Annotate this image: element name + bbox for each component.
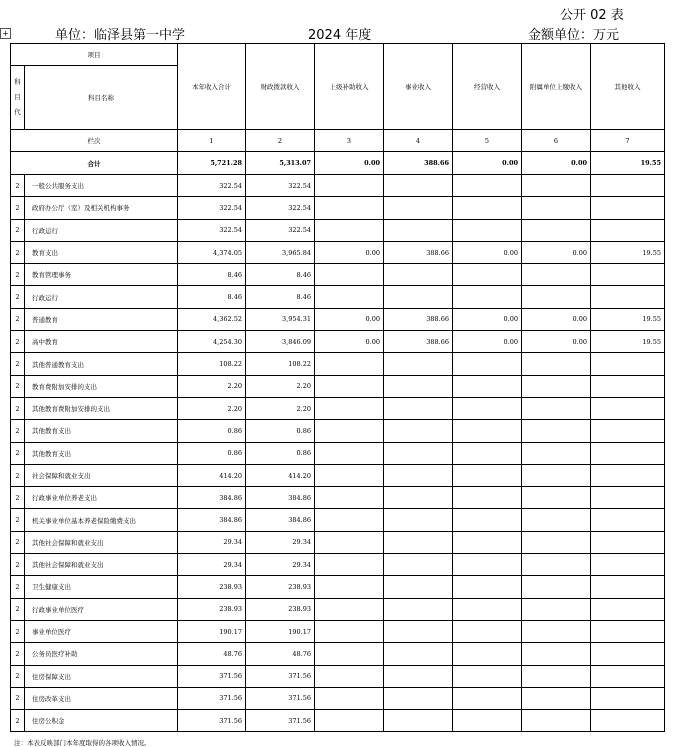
amount-cell <box>591 175 665 197</box>
subject-name: 普通教育 <box>25 308 178 330</box>
amount-cell <box>453 710 522 732</box>
amount-cell: 0.00 <box>453 308 522 330</box>
amount-cell <box>384 531 453 553</box>
amount-cell: 0.00 <box>522 331 591 353</box>
amount-cell <box>591 643 665 665</box>
table-row <box>11 286 665 308</box>
amount-cell: 388.66 <box>384 241 453 263</box>
subject-name: 行政运行 <box>25 219 178 241</box>
column-number: 2 <box>246 130 315 152</box>
amount-cell: 238.93 <box>246 598 315 620</box>
amount-cell: 238.93 <box>178 576 246 598</box>
amount-cell: 190.17 <box>178 620 246 642</box>
subject-name: 事业单位医疗 <box>25 620 178 642</box>
amount-cell: 4,254.30 <box>178 331 246 353</box>
amount-cell <box>591 598 665 620</box>
table-row <box>11 397 665 419</box>
amount-cell: 2.20 <box>178 397 246 419</box>
subject-code: 2 <box>11 197 25 219</box>
amount-cell <box>522 353 591 375</box>
amount-cell <box>384 509 453 531</box>
amount-cell <box>315 442 384 464</box>
subject-code: 2 <box>11 687 25 709</box>
amount-cell <box>591 665 665 687</box>
amount-cell: 414.20 <box>246 464 315 486</box>
table-row <box>11 420 665 442</box>
amount-cell <box>522 487 591 509</box>
subject-name: 其他教育费附加安排的支出 <box>25 397 178 419</box>
total-row <box>11 152 665 175</box>
amount-cell: 8.46 <box>178 264 246 286</box>
total-value: 0.00 <box>315 152 384 175</box>
table-row <box>11 643 665 665</box>
subject-code: 2 <box>11 576 25 598</box>
amount-unit: 金额单位：万元 <box>528 28 620 43</box>
amount-cell <box>384 710 453 732</box>
amount-cell <box>315 710 384 732</box>
amount-cell: 29.34 <box>178 531 246 553</box>
amount-cell: 322.54 <box>246 175 315 197</box>
amount-cell <box>591 353 665 375</box>
amount-cell <box>315 598 384 620</box>
amount-cell <box>384 643 453 665</box>
amount-cell: 4,362.52 <box>178 308 246 330</box>
table-row <box>11 665 665 687</box>
amount-cell: 0.86 <box>178 442 246 464</box>
amount-cell <box>315 464 384 486</box>
table-row <box>11 554 665 576</box>
amount-cell <box>591 397 665 419</box>
amount-cell <box>522 554 591 576</box>
subject-code: 2 <box>11 353 25 375</box>
amount-cell <box>591 420 665 442</box>
amount-cell <box>453 554 522 576</box>
amount-cell <box>591 554 665 576</box>
column-header: 事业收入 <box>384 44 453 130</box>
amount-cell <box>453 219 522 241</box>
amount-cell: 388.66 <box>384 331 453 353</box>
column-header: 其他收入 <box>591 44 665 130</box>
amount-cell <box>453 487 522 509</box>
subject-name: 社会保障和就业支出 <box>25 464 178 486</box>
amount-cell <box>384 219 453 241</box>
amount-cell <box>522 665 591 687</box>
amount-cell <box>522 420 591 442</box>
subject-name: 卫生健康支出 <box>25 576 178 598</box>
total-value: 19.55 <box>591 152 665 175</box>
subject-code: 2 <box>11 331 25 353</box>
subject-name: 机关事业单位基本养老保险缴费支出 <box>25 509 178 531</box>
amount-cell: 384.86 <box>246 509 315 531</box>
amount-cell: 19.55 <box>591 331 665 353</box>
amount-cell <box>384 397 453 419</box>
amount-cell <box>591 576 665 598</box>
amount-cell: 322.54 <box>246 197 315 219</box>
total-value: 5,721.28 <box>178 152 246 175</box>
subject-code: 2 <box>11 554 25 576</box>
amount-cell <box>384 576 453 598</box>
amount-cell <box>453 375 522 397</box>
amount-cell <box>522 531 591 553</box>
amount-cell: 0.00 <box>522 241 591 263</box>
amount-cell <box>453 687 522 709</box>
amount-cell <box>591 487 665 509</box>
amount-cell <box>453 197 522 219</box>
amount-cell: 19.55 <box>591 308 665 330</box>
amount-cell <box>453 464 522 486</box>
table-row <box>11 308 665 330</box>
table-row <box>11 442 665 464</box>
subject-name: 政府办公厅（室）及相关机构事务 <box>25 197 178 219</box>
table-row <box>11 219 665 241</box>
subject-name: 其他教育支出 <box>25 442 178 464</box>
amount-cell <box>591 219 665 241</box>
table-row <box>11 331 665 353</box>
column-number: 6 <box>522 130 591 152</box>
subject-code: 2 <box>11 598 25 620</box>
amount-cell: 3,954.31 <box>246 308 315 330</box>
amount-cell: 190.17 <box>246 620 315 642</box>
amount-cell <box>453 286 522 308</box>
amount-cell: 414.20 <box>178 464 246 486</box>
table-row <box>11 264 665 286</box>
amount-cell <box>384 598 453 620</box>
amount-cell: 0.00 <box>315 241 384 263</box>
table-row <box>11 598 665 620</box>
amount-cell <box>522 175 591 197</box>
amount-cell: 29.34 <box>246 531 315 553</box>
subject-code: 2 <box>11 241 25 263</box>
column-number-row <box>11 130 665 152</box>
amount-cell <box>453 397 522 419</box>
amount-cell <box>453 643 522 665</box>
amount-cell <box>315 620 384 642</box>
amount-cell <box>453 264 522 286</box>
amount-cell <box>522 219 591 241</box>
amount-cell: 48.76 <box>178 643 246 665</box>
column-header: 财政拨款收入 <box>246 44 315 130</box>
amount-cell: 108.22 <box>246 353 315 375</box>
amount-cell: 8.46 <box>246 286 315 308</box>
table-row <box>11 576 665 598</box>
amount-cell <box>453 620 522 642</box>
amount-cell <box>453 531 522 553</box>
amount-cell <box>384 442 453 464</box>
amount-cell: 29.34 <box>178 554 246 576</box>
amount-cell <box>591 620 665 642</box>
amount-cell: 371.56 <box>178 710 246 732</box>
amount-cell <box>315 397 384 419</box>
unit-name: 单位：临泽县第一中学 <box>55 28 186 43</box>
amount-cell: 371.56 <box>178 665 246 687</box>
amount-cell <box>315 531 384 553</box>
amount-cell <box>522 197 591 219</box>
amount-cell: 3,965.84 <box>246 241 315 263</box>
amount-cell <box>453 442 522 464</box>
amount-cell <box>591 464 665 486</box>
table-row <box>11 620 665 642</box>
amount-cell: 108.22 <box>178 353 246 375</box>
amount-cell <box>591 286 665 308</box>
amount-cell <box>522 264 591 286</box>
amount-cell: 3,846.09 <box>246 331 315 353</box>
total-value: 0.00 <box>453 152 522 175</box>
amount-cell: 322.54 <box>178 175 246 197</box>
subject-name: 公务员医疗补助 <box>25 643 178 665</box>
table-row <box>11 353 665 375</box>
amount-cell <box>384 665 453 687</box>
amount-cell <box>453 598 522 620</box>
amount-cell <box>384 375 453 397</box>
amount-cell <box>522 643 591 665</box>
amount-cell: 0.86 <box>246 442 315 464</box>
column-number: 7 <box>591 130 665 152</box>
amount-cell: 29.34 <box>246 554 315 576</box>
amount-cell: 0.00 <box>453 241 522 263</box>
subject-code: 2 <box>11 397 25 419</box>
amount-cell <box>384 353 453 375</box>
column-header: 本年收入合计 <box>178 44 246 130</box>
amount-cell <box>315 554 384 576</box>
subject-name: 行政事业单位养老支出 <box>25 487 178 509</box>
subject-name: 其他普通教育支出 <box>25 353 178 375</box>
amount-cell <box>453 420 522 442</box>
amount-cell: 371.56 <box>178 687 246 709</box>
amount-cell <box>384 420 453 442</box>
subject-code: 2 <box>11 509 25 531</box>
amount-cell <box>591 442 665 464</box>
amount-cell <box>522 286 591 308</box>
table-row <box>11 241 665 263</box>
amount-cell: 322.54 <box>246 219 315 241</box>
amount-cell <box>591 509 665 531</box>
subject-code: 2 <box>11 308 25 330</box>
subject-name: 住房保障支出 <box>25 665 178 687</box>
subject-code: 2 <box>11 464 25 486</box>
column-number: 1 <box>178 130 246 152</box>
column-header: 上级补助收入 <box>315 44 384 130</box>
subject-name: 行政事业单位医疗 <box>25 598 178 620</box>
amount-cell: 322.54 <box>178 197 246 219</box>
subject-code: 2 <box>11 375 25 397</box>
amount-cell <box>384 175 453 197</box>
table-row <box>11 487 665 509</box>
amount-cell <box>315 375 384 397</box>
amount-cell <box>591 197 665 219</box>
amount-cell <box>384 264 453 286</box>
amount-cell: 0.00 <box>453 331 522 353</box>
subject-name: 其他社会保障和就业支出 <box>25 554 178 576</box>
column-header: 附属单位上缴收入 <box>522 44 591 130</box>
amount-cell <box>522 464 591 486</box>
subject-code: 2 <box>11 286 25 308</box>
amount-cell <box>315 197 384 219</box>
amount-cell <box>315 665 384 687</box>
table-row <box>11 710 665 732</box>
amount-cell: 0.86 <box>178 420 246 442</box>
amount-cell <box>315 487 384 509</box>
table-move-handle-icon[interactable]: + <box>0 28 11 39</box>
subject-name: 教育管理事务 <box>25 264 178 286</box>
amount-cell <box>522 598 591 620</box>
subject-name: 教育费附加安排的支出 <box>25 375 178 397</box>
column-header: 经营收入 <box>453 44 522 130</box>
amount-cell <box>522 442 591 464</box>
amount-cell: 371.56 <box>246 687 315 709</box>
amount-cell: 371.56 <box>246 665 315 687</box>
amount-cell <box>522 710 591 732</box>
amount-cell <box>453 576 522 598</box>
amount-cell <box>522 620 591 642</box>
table-row <box>11 509 665 531</box>
footnote: 注：本表反映部门本年度取得的各项收入情况。 <box>14 739 151 747</box>
table-row <box>11 375 665 397</box>
amount-cell <box>384 487 453 509</box>
amount-cell <box>384 554 453 576</box>
amount-cell <box>453 665 522 687</box>
column-number: 4 <box>384 130 453 152</box>
amount-cell: 0.00 <box>315 308 384 330</box>
table-row <box>11 464 665 486</box>
item-header: 项目 <box>11 44 178 66</box>
amount-cell: 384.86 <box>178 487 246 509</box>
amount-cell <box>591 375 665 397</box>
amount-cell <box>591 710 665 732</box>
amount-cell <box>315 576 384 598</box>
amount-cell <box>384 197 453 219</box>
amount-cell: 8.46 <box>246 264 315 286</box>
subject-name: 住房改革支出 <box>25 687 178 709</box>
subject-name: 其他社会保障和就业支出 <box>25 531 178 553</box>
subject-name: 行政运行 <box>25 286 178 308</box>
amount-cell: 384.86 <box>246 487 315 509</box>
subject-code: 2 <box>11 531 25 553</box>
subject-code: 2 <box>11 487 25 509</box>
amount-cell <box>522 687 591 709</box>
row-number-label: 栏次 <box>11 130 178 152</box>
subject-name: 高中教育 <box>25 331 178 353</box>
amount-cell: 2.20 <box>246 375 315 397</box>
amount-cell <box>591 687 665 709</box>
subject-code: 2 <box>11 620 25 642</box>
subject-code: 2 <box>11 643 25 665</box>
subject-name: 教育支出 <box>25 241 178 263</box>
amount-cell <box>384 286 453 308</box>
amount-cell <box>315 175 384 197</box>
amount-cell <box>315 219 384 241</box>
amount-cell <box>522 509 591 531</box>
table-row <box>11 197 665 219</box>
amount-cell: 0.86 <box>246 420 315 442</box>
subject-name-header: 科目名称 <box>25 66 178 130</box>
amount-cell: 4,374.05 <box>178 241 246 263</box>
amount-cell <box>315 286 384 308</box>
subject-code: 2 <box>11 710 25 732</box>
income-table <box>10 43 665 732</box>
amount-cell: 0.00 <box>315 331 384 353</box>
amount-cell: 238.93 <box>246 576 315 598</box>
amount-cell <box>522 375 591 397</box>
amount-cell <box>384 620 453 642</box>
amount-cell <box>384 464 453 486</box>
amount-cell: 48.76 <box>246 643 315 665</box>
report-year: 2024 年度 <box>308 28 372 43</box>
amount-cell <box>591 531 665 553</box>
subject-code: 2 <box>11 420 25 442</box>
table-row <box>11 687 665 709</box>
amount-cell <box>315 264 384 286</box>
total-value: 5,313.07 <box>246 152 315 175</box>
amount-cell <box>384 687 453 709</box>
amount-cell: 384.86 <box>178 509 246 531</box>
subject-name: 其他教育支出 <box>25 420 178 442</box>
table-row <box>11 175 665 197</box>
amount-cell <box>453 175 522 197</box>
table-row <box>11 531 665 553</box>
form-code: 公开 02 表 <box>560 8 624 23</box>
amount-cell: 0.00 <box>522 308 591 330</box>
amount-cell: 8.46 <box>178 286 246 308</box>
subject-code: 2 <box>11 175 25 197</box>
amount-cell <box>453 353 522 375</box>
amount-cell: 2.20 <box>178 375 246 397</box>
amount-cell <box>315 687 384 709</box>
total-label: 合计 <box>11 152 178 175</box>
subject-code-header: 科 目 代 <box>11 66 25 130</box>
amount-cell <box>315 420 384 442</box>
subject-code: 2 <box>11 442 25 464</box>
amount-cell <box>522 397 591 419</box>
amount-cell: 388.66 <box>384 308 453 330</box>
column-number: 5 <box>453 130 522 152</box>
subject-code: 2 <box>11 219 25 241</box>
total-value: 388.66 <box>384 152 453 175</box>
total-value: 0.00 <box>522 152 591 175</box>
column-number: 3 <box>315 130 384 152</box>
amount-cell <box>315 353 384 375</box>
amount-cell <box>522 576 591 598</box>
amount-cell: 322.54 <box>178 219 246 241</box>
amount-cell: 238.93 <box>178 598 246 620</box>
amount-cell: 371.56 <box>246 710 315 732</box>
amount-cell: 2.20 <box>246 397 315 419</box>
subject-code: 2 <box>11 665 25 687</box>
amount-cell <box>591 264 665 286</box>
subject-name: 一般公共服务支出 <box>25 175 178 197</box>
amount-cell: 19.55 <box>591 241 665 263</box>
amount-cell <box>453 509 522 531</box>
subject-name: 住房公积金 <box>25 710 178 732</box>
subject-code: 2 <box>11 264 25 286</box>
amount-cell <box>315 509 384 531</box>
amount-cell <box>315 643 384 665</box>
